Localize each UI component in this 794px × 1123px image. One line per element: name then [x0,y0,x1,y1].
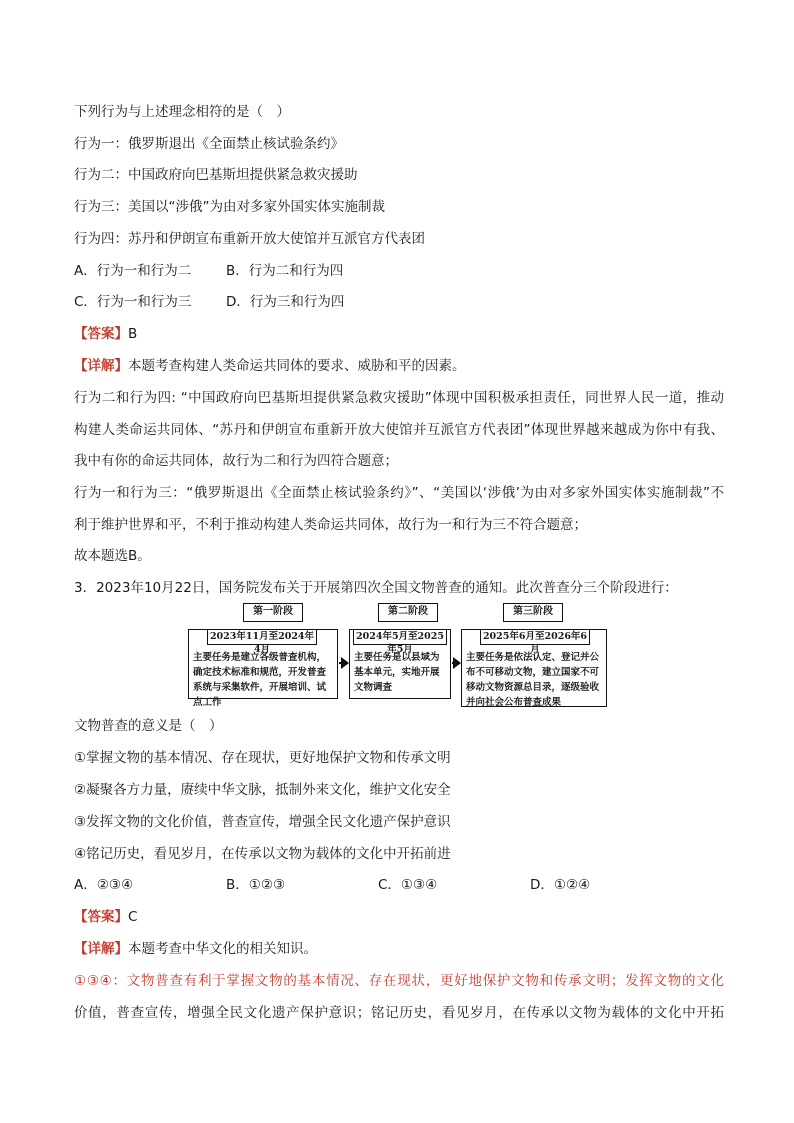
q2-detail [74,356,466,376]
q3-answer-value: C [128,909,138,925]
q2-detail-line-6: 故本题选B。 [74,548,151,564]
q3-option-a: A．②③④ [74,877,134,893]
q3-detail-line-2: 价值，普查宣传，增强全民文化遗产保护意识；铭记历史，看见岁月，在传承以文物为载体的文化中开拓 [74,1005,724,1021]
stage-3-text: 主要任务是依法认定、登记并公布不可移动文物，建立国家不可移动文物资源总目录，逐级验收并向社会公布普查成果 [466,652,600,708]
q2-answer-value: B [128,326,138,342]
stage-1-date: 2023年11月至2024年4月 [207,629,317,645]
q3-option-b: B．①②③ [226,877,286,893]
q3-question: 文物普查的意义是（ ） [74,718,223,734]
q2-option-b: B．行为二和行为四 [226,263,344,279]
stage-3-date: 2025年6月至2026年6月 [480,629,590,645]
q2-option-d: D．行为三和行为四 [226,294,345,310]
q2-stem: 下列行为与上述理念相符的是（ ） [74,104,290,120]
stage-3-panel [461,629,607,707]
q3-option-d: D．①②④ [530,877,591,893]
q2-detail-line-5: 利于维护世界和平，不利于推动构建人类命运共同体，故行为一和行为三不符合题意； [74,517,587,533]
q3-options-row [74,875,590,895]
q2-behavior-2: 行为二：中国政府向巴基斯坦提供紧急救灾援助 [74,167,358,183]
q2-detail-line-2: 构建人类命运共同体、“苏丹和伊朗宣布重新开放大使馆并互派官方代表团”体现世界越来越成为你中有我、 [74,422,724,438]
q2-detail-line-3: 我中有你的命运共同体，故行为二和行为四符合题意； [74,453,398,469]
q2-answer [74,324,137,344]
q3-detail [74,939,317,959]
stage-2-label: 第二阶段 [378,603,438,622]
q2-detail-tag: 【详解】 [74,358,128,374]
q2-behavior-3: 行为三：美国以“涉俄”为由对多家外国实体实施制裁 [74,199,385,215]
q3-answer-tag: 【答案】 [74,909,128,925]
q2-option-a: A．行为一和行为二 [74,263,192,279]
stage-1-label: 第一阶段 [243,603,303,622]
q3-option-c: C．①③④ [378,877,438,893]
arrow-right-icon [453,657,461,669]
stage-1-text: 主要任务是建立各级普查机构，确定技术标准和规范，开发普查系统与采集软件，开展培训、试点工作 [193,652,327,708]
q3-answer [74,907,137,927]
q3-detail-intro: 本题考查中华文化的相关知识。 [128,941,317,957]
q2-options-row-1 [74,261,343,281]
q3-statement-1: ①掌握文物的基本情况、存在现状，更好地保护文物和传承文明 [74,750,451,766]
arrow-right-icon [341,657,349,669]
q3-stem: 3．2023年10月22日，国务院发布关于开展第四次全国文物普查的通知。此次普查分三个阶段进行： [74,580,678,596]
q3-statement-3: ③发挥文物的文化价值，普查宣传，增强全民文化遗产保护意识 [74,814,451,830]
q2-answer-tag: 【答案】 [74,326,128,342]
q3-detail-tag: 【详解】 [74,941,128,957]
stage-3-label: 第三阶段 [503,603,563,622]
q3-statement-2: ②凝聚各方力量，赓续中华文脉，抵制外来文化，维护文化安全 [74,782,451,798]
q3-statement-4: ④铭记历史，看见岁月，在传承以文物为载体的文化中开拓前进 [74,846,451,862]
stage-2-date: 2024年5月至2025年5月 [353,629,447,645]
stage-2-panel [349,629,451,699]
q2-detail-line-4: 行为一和行为三：“俄罗斯退出《全面禁止核试验条约》”、“美国以‘涉俄’为由对多家外国实体实施制裁”不 [74,485,724,501]
stage-2-text: 主要任务是以县域为基本单元，实地开展文物调查 [354,652,440,693]
q2-detail-intro: 本题考查构建人类命运共同体的要求、威胁和平的因素。 [128,358,466,374]
q2-options-row-2 [74,292,344,312]
q2-option-c: C．行为一和行为三 [74,294,192,310]
survey-stages-diagram [188,603,608,707]
q2-behavior-1: 行为一：俄罗斯退出《全面禁止核试验条约》 [74,136,344,152]
q2-behavior-4: 行为四：苏丹和伊朗宣布重新开放大使馆并互派官方代表团 [74,231,425,247]
stage-1-panel [188,629,338,708]
q3-detail-line-1: ①③④：文物普查有利于掌握文物的基本情况、存在现状，更好地保护文物和传承文明；发挥文物的文化 [74,973,724,989]
q2-detail-line-1: 行为二和行为四: “中国政府向巴基斯坦提供紧急救灾援助”体现中国积极承担责任，同世界人民一道，推动 [74,390,724,406]
